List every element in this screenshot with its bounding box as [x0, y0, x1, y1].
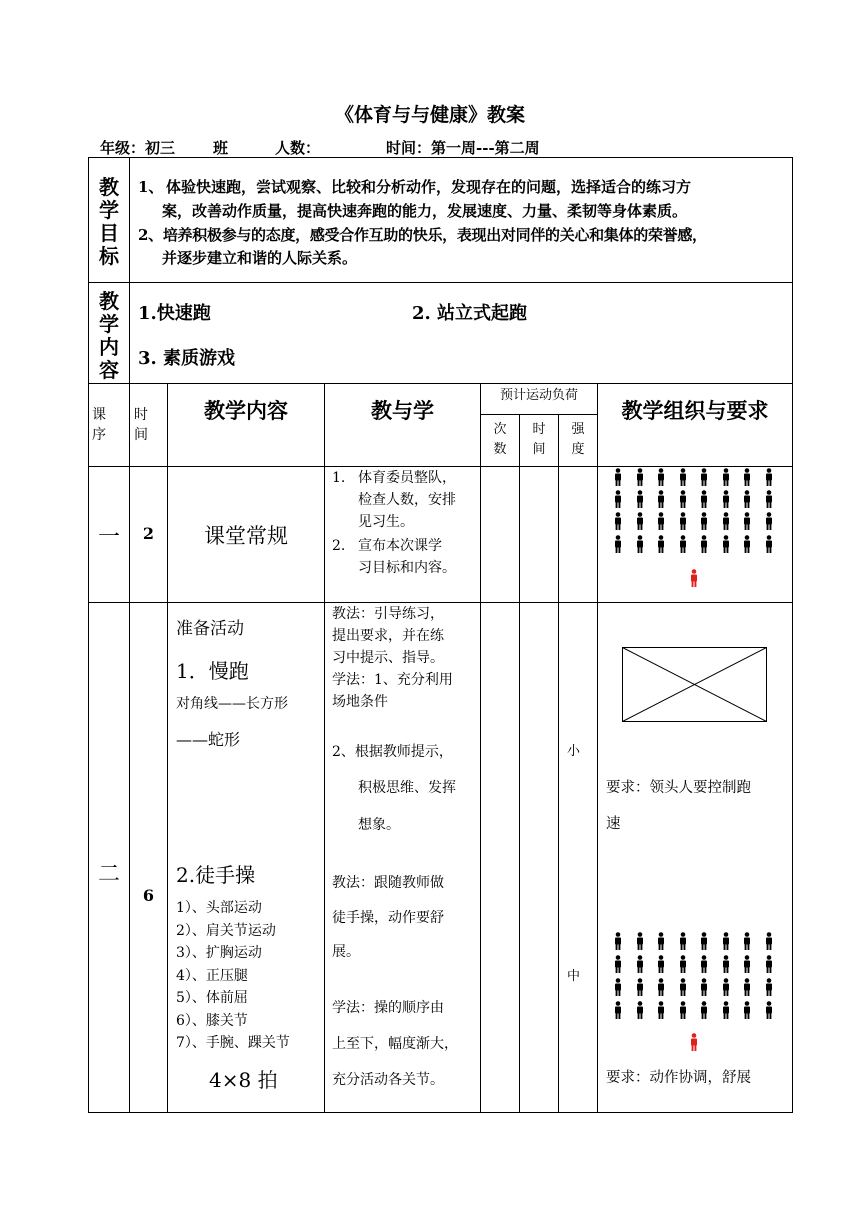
student-icon	[700, 978, 708, 1000]
student-icon	[657, 955, 665, 977]
student-icon	[657, 512, 665, 534]
row2-tl-c1: 教法：跟随教师做	[332, 875, 444, 891]
student-icon	[765, 468, 773, 490]
exercise-item: 5）、体前屈	[176, 990, 248, 1006]
header-load: 预计运动负荷	[499, 388, 578, 403]
student-icon	[679, 490, 687, 512]
student-icon	[743, 1001, 751, 1023]
student-icon	[657, 1001, 665, 1023]
row1-tl2-l1: 宣布本次课学	[358, 538, 442, 554]
row2-jog: 1．慢跑	[176, 659, 249, 683]
header-duration: 时间	[532, 422, 546, 457]
student-icon	[765, 535, 773, 557]
student-icon	[743, 490, 751, 512]
student-icon	[657, 978, 665, 1000]
exercise-item: 6）、膝关节	[176, 1012, 248, 1029]
row2-req1-l1: 要求：领头人要控制跑	[606, 780, 751, 796]
header-teach-learn: 教与学	[371, 398, 434, 423]
row1-tl2-num: 2.	[332, 538, 346, 554]
row2-jog-desc2: ——蛇形	[176, 730, 241, 749]
content-item-3: 3. 素质游戏	[138, 348, 236, 369]
teacher-icon	[690, 1033, 698, 1055]
student-icon	[765, 512, 773, 534]
row2-tl-d1: 学法：操的顺序由	[332, 1000, 444, 1016]
row1-time: 2	[142, 524, 155, 543]
student-icon	[679, 535, 687, 557]
row1-tl1-l3: 见习生。	[358, 514, 414, 530]
student-icon	[700, 468, 708, 490]
row2-exercise: 2.徒手操	[176, 863, 256, 887]
student-icon	[743, 535, 751, 557]
student-icon	[743, 468, 751, 490]
student-icon	[679, 1001, 687, 1023]
formation-diagram-1	[612, 466, 784, 596]
student-icon	[636, 468, 644, 490]
student-icon	[765, 490, 773, 512]
header-org: 教学组织与要求	[621, 398, 769, 423]
student-icon	[743, 932, 751, 954]
student-icon	[657, 490, 665, 512]
row2-beat: 4×8 拍	[209, 1068, 278, 1092]
field-diagram	[622, 647, 768, 723]
row2-jog-desc1: 对角线——长方形	[176, 696, 288, 712]
student-icon	[636, 1001, 644, 1023]
time-label: 时间：第一周---第二周	[386, 139, 540, 157]
page-title: 《体育与与健康》教案	[334, 104, 525, 126]
goal-1-line1: 体验快速跑，尝试观察、比较和分析动作，发现存在的问题，选择适合的练习方	[166, 178, 692, 196]
row2-tl-a1: 教法：引导练习，	[332, 606, 444, 622]
student-icon	[700, 932, 708, 954]
row2-time: 6	[142, 886, 155, 905]
student-icon	[722, 1001, 730, 1023]
student-icon	[614, 978, 622, 1000]
student-icon	[636, 512, 644, 534]
row2-tl-a5: 场地条件	[332, 694, 388, 710]
student-icon	[722, 978, 730, 1000]
row2-order: 二	[97, 862, 120, 887]
row2-prep: 准备活动	[176, 619, 244, 639]
exercise-item: 3）、扩胸运动	[176, 945, 262, 961]
row2-req2: 要求：动作协调，舒展	[606, 1070, 751, 1086]
row1-tl1-l2: 检查人数，安排	[358, 492, 456, 508]
student-icon	[722, 512, 730, 534]
goal-1-num: 1、	[138, 178, 164, 196]
goal-2-line1: 2、培养积极参与的态度，感受合作互助的快乐，表现出对同伴的关心和集体的荣誉感，	[138, 226, 707, 244]
student-icon	[743, 978, 751, 1000]
student-icon	[765, 978, 773, 1000]
student-icon	[636, 932, 644, 954]
row1-tl1-num: 1.	[332, 470, 346, 486]
row2-tl-b2: 积极思维、发挥	[358, 780, 456, 796]
student-icon	[765, 955, 773, 977]
row2-tl-b3: 想象。	[358, 817, 400, 833]
row1-tl2-l2: 习目标和内容。	[358, 560, 456, 576]
student-icon	[722, 932, 730, 954]
student-icon	[657, 468, 665, 490]
row2-tl-a3: 习中提示、指导。	[332, 650, 444, 666]
header-time: 时间	[134, 407, 148, 443]
student-icon	[679, 932, 687, 954]
header-count: 次数	[493, 422, 507, 457]
header-order: 课序	[92, 407, 106, 443]
student-icon	[636, 490, 644, 512]
content-item-2: 2. 站立式起跑	[412, 303, 528, 324]
row2-tl-d2: 上至下，幅度渐大，	[332, 1036, 458, 1052]
student-icon	[614, 490, 622, 512]
student-icon	[679, 978, 687, 1000]
header-teach-content: 教学内容	[204, 398, 288, 423]
row2-tl-a4: 学法：1、充分利用	[332, 672, 453, 688]
content-label: 教学内容	[99, 289, 119, 382]
student-icon	[765, 1001, 773, 1023]
goals-label: 教学目标	[99, 175, 119, 268]
student-icon	[722, 490, 730, 512]
student-icon	[679, 468, 687, 490]
grade-label: 年级：初三	[100, 139, 176, 157]
student-icon	[700, 512, 708, 534]
goal-2-line2: 并逐步建立和谐的人际关系。	[162, 249, 358, 267]
exercise-item: 4）、正压腿	[176, 967, 248, 984]
row2-tl-d3: 充分活动各关节。	[332, 1072, 444, 1088]
row1-tl1-l1: 体育委员整队，	[358, 470, 456, 486]
class-label: 班	[213, 139, 229, 157]
row1-content: 课堂常规	[204, 524, 288, 548]
student-icon	[614, 535, 622, 557]
student-icon	[614, 468, 622, 490]
student-icon	[636, 978, 644, 1000]
row2-intensity-1: 小	[567, 744, 581, 759]
exercise-item: 7）、手腕、踝关节	[176, 1035, 290, 1051]
header-intensity: 强度	[571, 422, 585, 457]
exercise-list	[176, 897, 290, 1055]
row2-tl-b1: 2、根据教师提示，	[332, 744, 453, 760]
teacher-icon	[690, 569, 698, 591]
row2-tl-c3: 展。	[332, 944, 360, 960]
student-icon	[679, 955, 687, 977]
student-icon	[722, 535, 730, 557]
student-icon	[636, 535, 644, 557]
exercise-item: 2）、肩关节运动	[176, 922, 276, 939]
formation-diagram-2	[612, 930, 784, 1058]
student-icon	[614, 932, 622, 954]
goal-1-line2: 案，改善动作质量，提高快速奔跑的能力，发展速度、力量、柔韧等身体素质。	[162, 202, 688, 220]
student-icon	[614, 512, 622, 534]
student-icon	[657, 535, 665, 557]
row2-intensity-2: 中	[567, 969, 581, 984]
student-icon	[700, 490, 708, 512]
exercise-item: 1）、头部运动	[176, 900, 262, 916]
student-icon	[743, 512, 751, 534]
row1-order: 一	[97, 525, 120, 550]
student-icon	[743, 955, 751, 977]
student-icon	[614, 1001, 622, 1023]
row2-req1-l2: 速	[606, 816, 621, 832]
student-icon	[614, 955, 622, 977]
content-item-1: 1.快速跑	[138, 303, 211, 324]
student-icon	[700, 1001, 708, 1023]
count-label: 人数：	[275, 139, 321, 157]
student-icon	[722, 955, 730, 977]
row2-tl-c2: 徒手操，动作要舒	[332, 910, 444, 926]
student-icon	[722, 468, 730, 490]
student-icon	[657, 932, 665, 954]
student-icon	[700, 955, 708, 977]
student-icon	[765, 932, 773, 954]
student-icon	[700, 535, 708, 557]
row2-tl-a2: 提出要求，并在练	[332, 628, 444, 644]
student-icon	[679, 512, 687, 534]
student-icon	[636, 955, 644, 977]
